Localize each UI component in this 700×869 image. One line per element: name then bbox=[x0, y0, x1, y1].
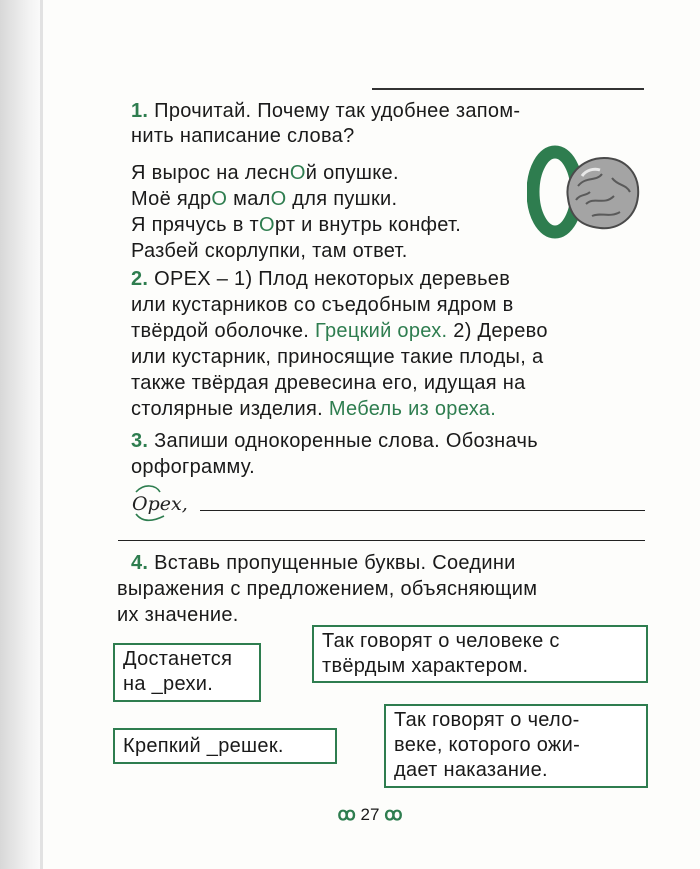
page-footer bbox=[300, 804, 440, 830]
ornament-left-icon: ꝏ bbox=[337, 804, 356, 824]
task2-line1: 2. ОРЕХ – 1) Плод некоторых деревьев bbox=[131, 268, 511, 290]
answer-line-1[interactable] bbox=[200, 510, 645, 511]
poem-line-2: Моё ядрО малО для пушки. bbox=[131, 188, 398, 210]
task4-line2: выражения с предложением, объясняющим bbox=[117, 578, 538, 600]
task1-question-line2: нить написание слова? bbox=[131, 125, 355, 147]
svg-text:Орех,: Орех, bbox=[132, 493, 188, 515]
example-furniture: Мебель из ореха. bbox=[328, 398, 497, 420]
top-rule-line bbox=[372, 88, 644, 90]
ornament-right-icon: ꝏ bbox=[384, 804, 403, 824]
answer-line-2[interactable] bbox=[118, 540, 645, 541]
page-edge bbox=[40, 0, 43, 869]
poem-line-3: Я прячусь в тОрт и внутрь конфет. bbox=[131, 214, 462, 236]
task1-question-line1 bbox=[131, 98, 643, 124]
task4-line3: их значение. bbox=[117, 604, 239, 626]
task4-line1: 4. Вставь пропущенные буквы. Соедини bbox=[131, 552, 516, 574]
page-number: 27 bbox=[360, 805, 380, 824]
meaning-box-firm-character[interactable]: Так говорят о человеке с твёрдым характером. bbox=[312, 625, 648, 683]
task2-line4: или кустарник, приносящие такие плоды, а bbox=[131, 346, 544, 368]
task2-line3: твёрдой оболочке. Грецкий орех. 2) Дерево bbox=[131, 320, 548, 342]
example-walnut: Грецкий орех. bbox=[314, 320, 448, 342]
phrase-box-krepkiy[interactable]: Крепкий _решек. bbox=[113, 728, 337, 764]
task2-line2: или кустарников со съедобным ядром в bbox=[131, 294, 514, 316]
task3-line2: орфограмму. bbox=[131, 456, 255, 478]
walnut-icon bbox=[556, 146, 646, 236]
task2-line5: также твёрдая древесина его, идущая на bbox=[131, 372, 526, 394]
poem-line-1: Я вырос на леснОй опушке. bbox=[131, 162, 399, 184]
task4-number: 4. bbox=[131, 552, 149, 574]
book-binding-shadow bbox=[0, 0, 42, 869]
task3-line1: 3. Запиши однокоренные слова. Обозначь bbox=[131, 430, 538, 452]
task1-question-text: Прочитай. Почему так удобнее запом- bbox=[154, 100, 521, 122]
task3-number: 3. bbox=[131, 430, 149, 452]
task1-number: 1. bbox=[131, 100, 149, 122]
meaning-box-punishment[interactable]: Так говорят о чело- веке, которого ожи- дает наказание. bbox=[384, 704, 648, 788]
handwritten-word-orekh bbox=[130, 484, 202, 524]
phrase-box-dostanetsya[interactable]: Достанется на _рехи. bbox=[113, 643, 261, 702]
task2-line6: столярные изделия. Мебель из ореха. bbox=[131, 398, 497, 420]
task2-number: 2. bbox=[131, 268, 149, 290]
poem-line-4: Разбей скорлупки, там ответ. bbox=[131, 240, 408, 262]
